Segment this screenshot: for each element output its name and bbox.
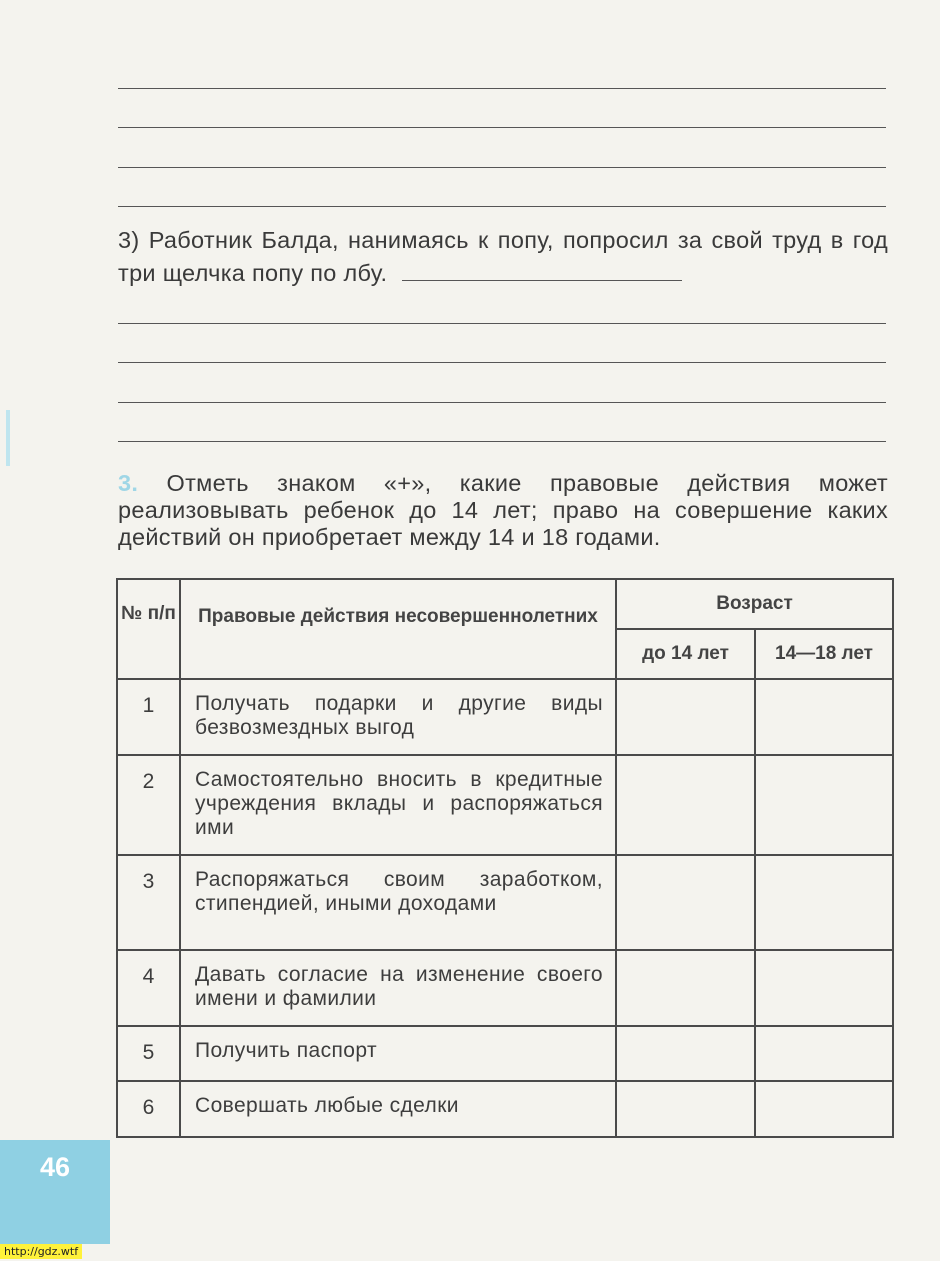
margin-marker [6,410,10,466]
watermark-link[interactable]: http://gdz.wtf [0,1244,82,1259]
row-number: 2 [117,755,180,855]
header-age: Возраст [616,579,893,629]
mark-cell-under-14[interactable] [616,950,755,1026]
row-action: Распоряжаться своим заработком, стипендией, иными доходами [180,855,616,950]
mark-cell-under-14[interactable] [616,679,755,755]
header-number: № п/п [117,579,180,679]
row-number: 6 [117,1081,180,1137]
row-action: Давать согласие на изменение своего имени и фамилии [180,950,616,1026]
task-instruction [118,470,888,551]
mark-cell-under-14[interactable] [616,855,755,950]
answer-line[interactable] [118,362,886,363]
item-3-text: 3) Работник Балда, нанимаясь к попу, попросил за свой труд в год три щелчка попу по лбу. [118,227,888,286]
answer-line[interactable] [118,167,886,168]
row-number: 5 [117,1026,180,1081]
answer-line[interactable] [118,441,886,442]
mark-cell-14-18[interactable] [755,1026,893,1081]
task-number: 3. [118,470,139,496]
mark-cell-14-18[interactable] [755,679,893,755]
row-action: Получить паспорт [180,1026,616,1081]
row-number: 4 [117,950,180,1026]
row-action: Совершать любые сделки [180,1081,616,1137]
task-text: Отметь знаком «+», какие правовые действия может реализовывать ребенок до 14 лет; право на совершение каких действий он приобретает между 14 и 18 годами. [118,470,888,550]
mark-cell-under-14[interactable] [616,1081,755,1137]
header-14-18: 14—18 лет [755,629,893,679]
mark-cell-14-18[interactable] [755,1081,893,1137]
table-row [117,855,893,950]
header-actions: Правовые действия несовершеннолетних [180,579,616,679]
table-row [117,1081,893,1137]
mark-cell-14-18[interactable] [755,755,893,855]
header-under-14: до 14 лет [616,629,755,679]
row-number: 3 [117,855,180,950]
table-row [117,950,893,1026]
legal-actions-table [116,578,894,1138]
mark-cell-14-18[interactable] [755,950,893,1026]
table-row [117,755,893,855]
row-action: Самостоятельно вносить в кредитные учреждения вклады и распоряжаться ими [180,755,616,855]
answer-line[interactable] [118,323,886,324]
item-3-paragraph [118,224,888,290]
answer-inline-line[interactable] [402,270,682,281]
mark-cell-under-14[interactable] [616,755,755,855]
answer-line[interactable] [118,206,886,207]
mark-cell-under-14[interactable] [616,1026,755,1081]
answer-line[interactable] [118,88,886,89]
answer-line[interactable] [118,402,886,403]
page-number: 46 [40,1152,71,1182]
table-row [117,679,893,755]
answer-line[interactable] [118,127,886,128]
mark-cell-14-18[interactable] [755,855,893,950]
row-action: Получать подарки и другие виды безвозмездных выгод [180,679,616,755]
row-number: 1 [117,679,180,755]
table-row [117,1026,893,1081]
